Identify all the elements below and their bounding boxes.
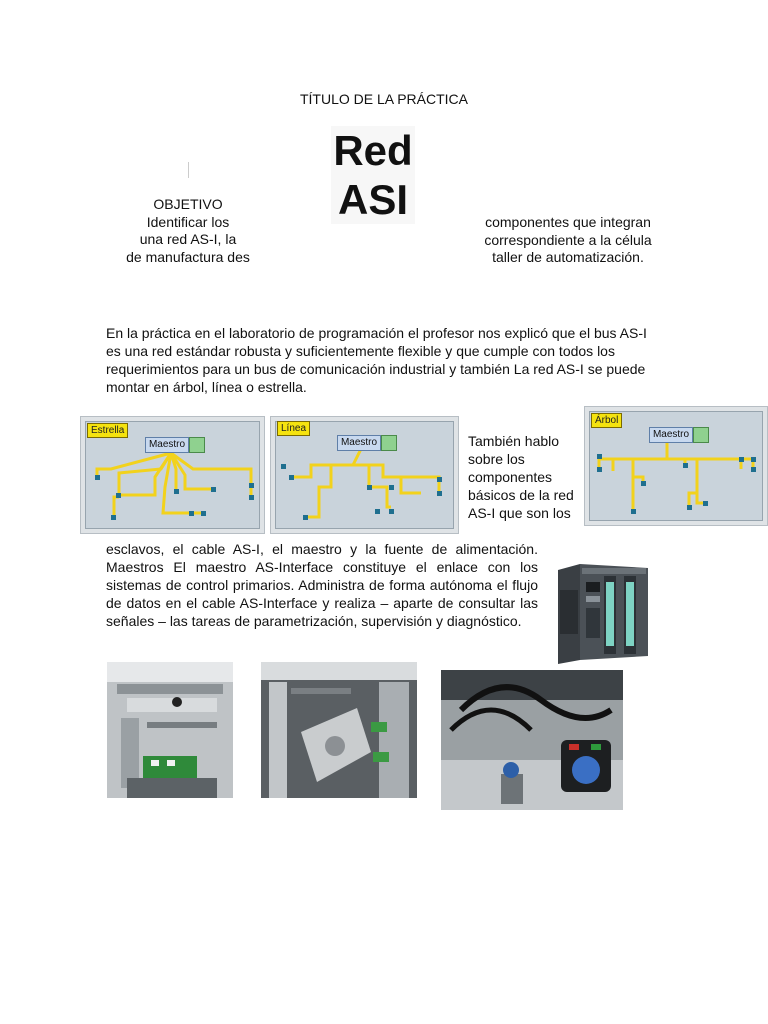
objective-line: de manufactura des xyxy=(126,248,250,265)
lab-photo-3 xyxy=(441,670,623,810)
document-title xyxy=(331,126,415,224)
intro-paragraph: En la práctica en el laboratorio de programación el profesor nos explicó que el bus AS-I es una red estándar robusta y suficientemente flexible y que cumple con todos los requerimientos para un bus de comunicación industrial y también La red AS-I se puede montar en árbol, línea o estrella. xyxy=(106,325,647,395)
lab-photo-3-graphic xyxy=(441,670,623,810)
objective-left xyxy=(108,196,268,266)
practice-title: TÍTULO DE LA PRÁCTICA xyxy=(299,91,469,107)
master-indicator xyxy=(189,437,205,453)
plc-graphic xyxy=(552,560,652,665)
tree-topology-graphic xyxy=(585,407,767,525)
line-topology-diagram xyxy=(270,416,459,534)
text-cursor-mark xyxy=(188,162,189,178)
plc-controller-image xyxy=(552,560,652,665)
objective-heading: OBJETIVO xyxy=(153,196,223,212)
diagram-tag-linea: Línea xyxy=(277,421,310,436)
diagram-tag-arbol: Árbol xyxy=(591,413,622,428)
objective-right xyxy=(468,214,668,267)
star-topology-graphic xyxy=(81,417,264,533)
lab-photo-1-graphic xyxy=(107,662,233,798)
tree-topology-diagram xyxy=(584,406,768,526)
lab-photo-2 xyxy=(261,662,417,798)
objective-line: taller de automatización. xyxy=(492,249,644,265)
side-text: También hablo sobre los componentes básicos de la red AS-I que son los xyxy=(468,433,574,521)
master-indicator xyxy=(693,427,709,443)
objective-line: Identificar los xyxy=(146,213,230,230)
star-topology-diagram xyxy=(80,416,265,534)
masters-paragraph: esclavos, el cable AS-I, el maestro y la fuente de alimentación. Maestros El maestro AS-Interface constituye el enlace con los sistemas de control primarios. Administra de forma autónoma el flujo de datos en el cable AS-Interface y realiza – aparte de consultar las señales – las tareas de parametrización, supervisión y diagnóstico. xyxy=(106,541,538,629)
title-line-1: Red xyxy=(333,127,413,174)
lab-photo-1 xyxy=(107,662,233,798)
master-box: Maestro xyxy=(145,437,189,453)
objective-line: una red AS-I, la xyxy=(139,231,237,247)
title-line-2: ASI xyxy=(337,176,408,223)
objective-line: componentes que integran xyxy=(485,214,651,230)
master-box: Maestro xyxy=(649,427,693,443)
master-box: Maestro xyxy=(337,435,381,451)
diagram-tag-estrella: Estrella xyxy=(87,423,128,438)
lab-photo-2-graphic xyxy=(261,662,417,798)
master-indicator xyxy=(381,435,397,451)
objective-line: correspondiente a la célula xyxy=(484,231,652,248)
